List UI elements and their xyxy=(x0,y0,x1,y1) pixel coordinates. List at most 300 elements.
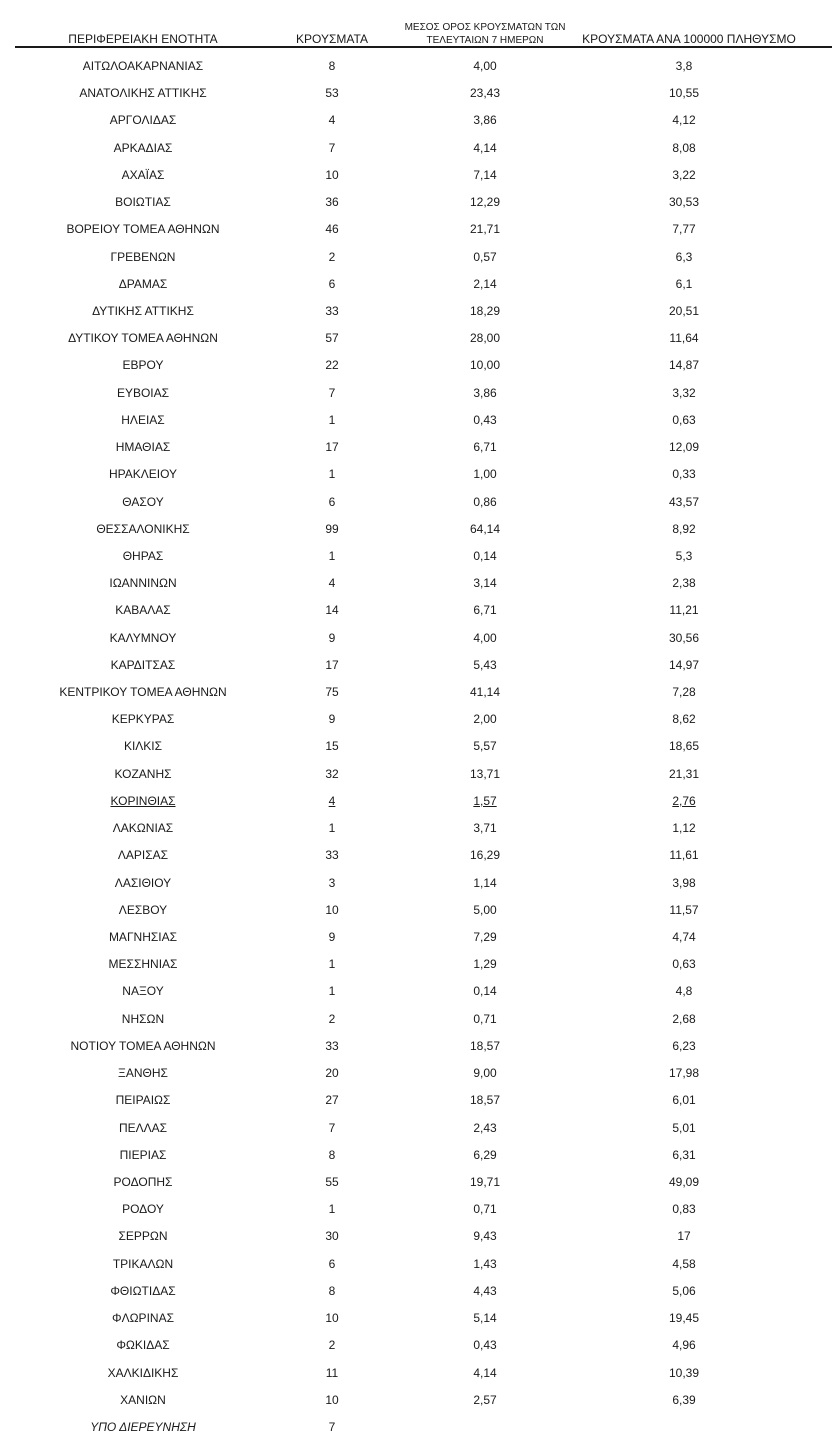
average-cell xyxy=(395,380,575,407)
region-cell-text: ΤΡΙΚΑΛΩΝ xyxy=(112,1256,174,1271)
per-100k-cell-text: 6,31 xyxy=(672,1147,696,1162)
cases-cell xyxy=(286,1414,378,1441)
per-100k-cell-text: 11,64 xyxy=(669,331,699,346)
average-cell xyxy=(395,516,575,543)
average-cell xyxy=(395,298,575,325)
average-cell-text: 3,14 xyxy=(473,576,497,591)
region-cell xyxy=(0,244,286,271)
per-100k-cell-text: 0,33 xyxy=(672,467,696,482)
per-100k-cell-text: 1,12 xyxy=(672,821,696,836)
cases-cell-text: 2 xyxy=(328,249,336,264)
region-cell-text: ΘΑΣΟΥ xyxy=(122,494,164,509)
table-row xyxy=(0,407,832,434)
average-cell-text: 23,43 xyxy=(469,86,501,101)
average-cell-text: 0,57 xyxy=(473,249,497,264)
average-cell xyxy=(395,978,575,1005)
per-100k-cell-text: 2,76 xyxy=(672,793,696,808)
cases-cell xyxy=(286,543,378,570)
cases-cell xyxy=(286,298,378,325)
average-cell xyxy=(395,1223,575,1250)
table-row xyxy=(0,679,832,706)
cases-cell xyxy=(286,761,378,788)
region-cell-text: ΗΜΑΘΙΑΣ xyxy=(115,440,171,455)
cases-cell xyxy=(286,1087,378,1114)
average-cell xyxy=(395,1360,575,1387)
table-row xyxy=(0,53,832,80)
cases-cell-text: 4 xyxy=(328,793,336,808)
cases-cell-text: 22 xyxy=(325,358,339,373)
table-row xyxy=(0,652,832,679)
region-cell-text: ΚΑΛΥΜΝΟΥ xyxy=(109,630,177,645)
region-cell-text: ΜΕΣΣΗΝΙΑΣ xyxy=(108,957,178,972)
per-100k-cell xyxy=(580,325,788,352)
cases-cell-text: 10 xyxy=(325,902,339,917)
cases-cell-text: 53 xyxy=(325,86,339,101)
per-100k-cell-text: 21,31 xyxy=(668,766,700,781)
cases-cell-text: 33 xyxy=(325,303,339,318)
per-100k-cell-text: 6,23 xyxy=(672,1038,696,1053)
region-cell xyxy=(0,978,286,1005)
region-cell xyxy=(0,897,286,924)
table-row xyxy=(0,1060,832,1087)
table-row xyxy=(0,870,832,897)
cases-cell-text: 1 xyxy=(328,467,336,482)
region-cell-text: ΓΡΕΒΕΝΩΝ xyxy=(110,249,176,264)
average-cell-text: 1,57 xyxy=(473,793,497,808)
average-cell-text: 16,29 xyxy=(469,848,501,863)
table-row xyxy=(0,788,832,815)
cases-cell xyxy=(286,978,378,1005)
per-100k-cell-text: 11,61 xyxy=(669,848,699,863)
average-cell-text: 0,71 xyxy=(473,1011,497,1026)
region-cell xyxy=(0,1278,286,1305)
average-cell xyxy=(395,1169,575,1196)
average-cell xyxy=(395,870,575,897)
cases-cell-text: 99 xyxy=(325,521,339,536)
average-cell-text: 0,14 xyxy=(473,548,497,563)
per-100k-cell-text: 17 xyxy=(677,1229,691,1244)
per-100k-cell-text: 8,08 xyxy=(672,140,696,155)
average-cell-text: 41,14 xyxy=(469,685,501,700)
region-cell xyxy=(0,380,286,407)
average-cell-text: 1,43 xyxy=(473,1256,497,1271)
per-100k-cell xyxy=(580,1115,788,1142)
per-100k-cell xyxy=(580,1251,788,1278)
region-cell xyxy=(0,842,286,869)
region-cell xyxy=(0,407,286,434)
average-cell-text: 18,57 xyxy=(469,1093,501,1108)
per-100k-cell xyxy=(580,434,788,461)
average-cell xyxy=(395,244,575,271)
region-cell-text: ΔΥΤΙΚΗΣ ΑΤΤΙΚΗΣ xyxy=(92,303,194,318)
per-100k-cell-text: 43,57 xyxy=(668,494,700,509)
per-100k-cell xyxy=(580,761,788,788)
region-cell xyxy=(0,1196,286,1223)
table-row xyxy=(0,733,832,760)
region-cell-text: ΒΟΡΕΙΟΥ ΤΟΜΕΑ ΑΘΗΝΩΝ xyxy=(66,222,220,237)
region-cell-text: ΧΑΛΚΙΔΙΚΗΣ xyxy=(107,1365,179,1380)
average-cell xyxy=(395,842,575,869)
average-cell xyxy=(395,352,575,379)
cases-cell xyxy=(286,706,378,733)
average-cell-text: 64,14 xyxy=(469,521,501,536)
cases-cell-text: 2 xyxy=(328,1338,336,1353)
average-cell-text: 4,43 xyxy=(473,1283,497,1298)
per-100k-cell-text: 3,22 xyxy=(672,167,696,182)
per-100k-cell-text: 19,45 xyxy=(668,1311,700,1326)
per-100k-cell xyxy=(580,597,788,624)
per-100k-cell xyxy=(580,162,788,189)
per-100k-cell xyxy=(580,107,788,134)
cases-cell-text: 55 xyxy=(325,1174,339,1189)
per-100k-cell xyxy=(580,216,788,243)
average-cell xyxy=(395,951,575,978)
cases-cell-text: 11 xyxy=(325,1365,339,1380)
per-100k-cell xyxy=(580,652,788,679)
table-row xyxy=(0,761,832,788)
per-100k-cell-text: 5,3 xyxy=(675,548,693,563)
per-100k-cell-text: 18,65 xyxy=(668,739,700,754)
cases-cell xyxy=(286,1142,378,1169)
average-cell-text: 18,57 xyxy=(469,1038,501,1053)
average-cell xyxy=(395,434,575,461)
average-cell-text: 2,43 xyxy=(473,1120,497,1135)
region-cell xyxy=(0,1087,286,1114)
cases-cell xyxy=(286,815,378,842)
table-row xyxy=(0,1251,832,1278)
per-100k-cell xyxy=(580,244,788,271)
average-cell-text: 3,86 xyxy=(473,385,497,400)
table-row xyxy=(0,1223,832,1250)
cases-cell xyxy=(286,924,378,951)
per-100k-cell xyxy=(580,1196,788,1223)
region-cell xyxy=(0,1360,286,1387)
per-100k-cell-text: 17,98 xyxy=(668,1066,700,1081)
region-cell xyxy=(0,1006,286,1033)
table-row xyxy=(0,271,832,298)
per-100k-cell xyxy=(580,80,788,107)
region-cell xyxy=(0,298,286,325)
cases-cell xyxy=(286,625,378,652)
per-100k-cell xyxy=(580,842,788,869)
header-cases: ΚΡΟΥΣΜΑΤΑ xyxy=(296,32,368,46)
region-cell xyxy=(0,216,286,243)
per-100k-cell-text: 4,12 xyxy=(672,113,696,128)
cases-cell xyxy=(286,570,378,597)
table-row xyxy=(0,815,832,842)
cases-cell xyxy=(286,1033,378,1060)
per-100k-cell-text: 3,8 xyxy=(675,59,693,73)
average-cell xyxy=(395,679,575,706)
cases-cell xyxy=(286,652,378,679)
average-cell-text: 5,14 xyxy=(473,1311,497,1326)
cases-cell xyxy=(286,1196,378,1223)
average-cell xyxy=(395,107,575,134)
cases-cell-text: 7 xyxy=(328,385,336,400)
per-100k-cell-text: 11,57 xyxy=(669,902,699,917)
table-row xyxy=(0,1115,832,1142)
region-cell-text: ΚΑΡΔΙΤΣΑΣ xyxy=(110,657,176,672)
cases-cell xyxy=(286,1278,378,1305)
region-cell xyxy=(0,652,286,679)
region-cell-text: ΒΟΙΩΤΙΑΣ xyxy=(115,195,171,210)
header-divider xyxy=(15,46,832,48)
cases-cell xyxy=(286,380,378,407)
region-cell xyxy=(0,135,286,162)
per-100k-cell xyxy=(580,788,788,815)
average-cell xyxy=(395,597,575,624)
region-cell xyxy=(0,1332,286,1359)
cases-cell-text: 4 xyxy=(328,113,336,128)
region-cell-text: ΝΑΞΟΥ xyxy=(122,984,164,999)
average-cell-text: 4,14 xyxy=(473,140,497,155)
average-cell-text: 21,71 xyxy=(469,222,501,237)
average-cell xyxy=(395,706,575,733)
average-cell xyxy=(395,53,575,80)
region-cell xyxy=(0,271,286,298)
cases-cell xyxy=(286,788,378,815)
cases-cell xyxy=(286,1006,378,1033)
per-100k-cell xyxy=(580,815,788,842)
table-row xyxy=(0,1196,832,1223)
cases-cell xyxy=(286,489,378,516)
region-cell xyxy=(0,625,286,652)
per-100k-cell-text: 10,39 xyxy=(668,1365,700,1380)
average-cell-text: 28,00 xyxy=(469,331,501,346)
region-cell-text: ΘΗΡΑΣ xyxy=(122,548,164,563)
per-100k-cell-text: 2,68 xyxy=(672,1011,696,1026)
per-100k-cell xyxy=(580,1278,788,1305)
average-cell xyxy=(395,325,575,352)
per-100k-cell-text: 8,62 xyxy=(672,712,696,727)
table-row xyxy=(0,897,832,924)
average-cell-text: 10,00 xyxy=(469,358,501,373)
region-cell-text: ΔΥΤΙΚΟΥ ΤΟΜΕΑ ΑΘΗΝΩΝ xyxy=(68,331,218,346)
table-row xyxy=(0,1360,832,1387)
table-row xyxy=(0,706,832,733)
region-cell xyxy=(0,951,286,978)
cases-cell-text: 10 xyxy=(325,167,339,182)
table-row xyxy=(0,1332,832,1359)
cases-cell xyxy=(286,842,378,869)
per-100k-cell xyxy=(580,135,788,162)
average-cell xyxy=(395,1033,575,1060)
per-100k-cell-text: 30,53 xyxy=(668,195,700,210)
average-cell-text: 5,57 xyxy=(473,739,497,754)
average-cell-text: 5,43 xyxy=(473,657,497,672)
per-100k-cell-text: 14,97 xyxy=(668,657,700,672)
table-row xyxy=(0,1142,832,1169)
region-cell xyxy=(0,53,286,80)
region-cell-text: ΣΕΡΡΩΝ xyxy=(118,1229,168,1244)
cases-cell-text: 30 xyxy=(325,1229,339,1244)
cases-cell-text: 27 xyxy=(325,1093,339,1108)
per-100k-cell xyxy=(580,53,788,80)
average-cell xyxy=(395,897,575,924)
table-row xyxy=(0,434,832,461)
cases-cell xyxy=(286,325,378,352)
region-cell-text: ΑΝΑΤΟΛΙΚΗΣ ΑΤΤΙΚΗΣ xyxy=(79,86,207,101)
average-cell-text: 18,29 xyxy=(469,303,501,318)
per-100k-cell-text: 12,09 xyxy=(668,440,700,455)
cases-cell xyxy=(286,597,378,624)
per-100k-cell xyxy=(580,1360,788,1387)
region-cell-text: ΑΧΑΪΑΣ xyxy=(121,167,165,182)
table-row xyxy=(0,570,832,597)
average-cell xyxy=(395,788,575,815)
region-cell-text: ΚΙΛΚΙΣ xyxy=(123,739,163,754)
per-100k-cell-text: 10,55 xyxy=(668,86,700,101)
cases-cell-text: 10 xyxy=(325,1392,339,1407)
cases-cell xyxy=(286,870,378,897)
per-100k-cell-text: 4,74 xyxy=(672,930,696,944)
table-row xyxy=(0,107,832,134)
per-100k-cell xyxy=(580,1332,788,1359)
cases-cell xyxy=(286,244,378,271)
cases-cell xyxy=(286,216,378,243)
region-cell-text: ΡΟΔΟΥ xyxy=(122,1202,164,1217)
region-cell xyxy=(0,80,286,107)
average-cell xyxy=(395,189,575,216)
cases-cell xyxy=(286,1223,378,1250)
per-100k-cell-text: 8,92 xyxy=(672,521,696,536)
cases-cell xyxy=(286,162,378,189)
average-cell-text: 2,57 xyxy=(473,1392,497,1407)
per-100k-cell xyxy=(580,1060,788,1087)
average-cell xyxy=(395,1251,575,1278)
per-100k-cell-text: 6,3 xyxy=(675,249,693,264)
average-cell-text: 4,14 xyxy=(473,1365,497,1380)
average-cell xyxy=(395,1278,575,1305)
region-cell xyxy=(0,788,286,815)
region-cell xyxy=(0,489,286,516)
region-cell-text: ΚΟΡΙΝΘΙΑΣ xyxy=(110,793,176,808)
region-cell-text: ΠΙΕΡΙΑΣ xyxy=(119,1147,167,1162)
cases-cell xyxy=(286,352,378,379)
per-100k-cell xyxy=(580,1169,788,1196)
per-100k-cell xyxy=(580,271,788,298)
per-100k-cell-text: 49,09 xyxy=(668,1174,700,1189)
average-cell-text: 6,71 xyxy=(473,603,497,618)
cases-cell-text: 9 xyxy=(328,930,336,944)
cases-cell xyxy=(286,271,378,298)
cases-cell-text: 7 xyxy=(328,140,336,155)
average-cell-text: 5,00 xyxy=(473,902,497,917)
per-100k-cell-text: 5,01 xyxy=(672,1120,696,1135)
table-row xyxy=(0,135,832,162)
table-row xyxy=(0,325,832,352)
region-cell xyxy=(0,706,286,733)
average-cell xyxy=(395,1387,575,1414)
per-100k-cell xyxy=(580,1305,788,1332)
table-row xyxy=(0,189,832,216)
cases-cell-text: 9 xyxy=(328,630,336,645)
table-body xyxy=(0,53,832,1441)
table-row xyxy=(0,842,832,869)
table-row xyxy=(0,951,832,978)
per-100k-cell xyxy=(580,625,788,652)
average-cell xyxy=(395,489,575,516)
table-row xyxy=(0,298,832,325)
table-row xyxy=(0,543,832,570)
cases-cell-text: 4 xyxy=(328,576,336,591)
cases-cell-text: 7 xyxy=(328,1120,336,1135)
cases-cell-text: 1 xyxy=(328,821,336,836)
per-100k-cell xyxy=(580,570,788,597)
per-100k-cell-text: 0,63 xyxy=(672,412,696,427)
average-cell xyxy=(395,162,575,189)
cases-cell xyxy=(286,1115,378,1142)
cases-cell-text: 8 xyxy=(328,1147,336,1162)
region-cell xyxy=(0,1142,286,1169)
region-cell xyxy=(0,870,286,897)
region-cell-text: ΘΕΣΣΑΛΟΝΙΚΗΣ xyxy=(96,521,190,536)
per-100k-cell-text: 0,63 xyxy=(672,957,696,972)
cases-cell-text: 75 xyxy=(325,685,339,700)
region-cell-text: ΑΡΚΑΔΙΑΣ xyxy=(113,140,173,155)
table-row xyxy=(0,924,832,951)
average-cell xyxy=(395,924,575,951)
cases-cell xyxy=(286,1251,378,1278)
cases-cell-text: 46 xyxy=(325,222,339,237)
cases-cell-text: 57 xyxy=(325,331,339,346)
per-100k-cell-text: 7,77 xyxy=(672,222,696,237)
cases-cell-text: 17 xyxy=(325,657,339,672)
average-cell xyxy=(395,733,575,760)
average-cell-text: 7,14 xyxy=(473,167,497,182)
header-average-7-days xyxy=(395,21,575,47)
average-cell-text: 1,00 xyxy=(473,467,497,482)
per-100k-cell xyxy=(580,978,788,1005)
average-cell-text: 3,71 xyxy=(473,821,497,836)
region-cell xyxy=(0,1115,286,1142)
table-row xyxy=(0,625,832,652)
average-cell xyxy=(395,1060,575,1087)
region-cell-text: ΔΡΑΜΑΣ xyxy=(118,276,168,291)
cases-cell-text: 1 xyxy=(328,984,336,999)
region-cell xyxy=(0,1251,286,1278)
table-row xyxy=(0,489,832,516)
region-cell xyxy=(0,189,286,216)
header-average-line-1: ΜΕΣΟΣ ΟΡΟΣ ΚΡΟΥΣΜΑΤΩΝ ΤΩΝ xyxy=(404,22,566,33)
region-cell xyxy=(0,434,286,461)
region-cell xyxy=(0,679,286,706)
average-cell-text: 19,71 xyxy=(469,1174,501,1189)
per-100k-cell xyxy=(580,461,788,488)
cases-cell xyxy=(286,897,378,924)
per-100k-cell xyxy=(580,352,788,379)
per-100k-cell xyxy=(580,407,788,434)
average-cell-text: 6,29 xyxy=(473,1147,497,1162)
average-cell-text: 2,00 xyxy=(473,712,497,727)
region-cell-text: ΜΑΓΝΗΣΙΑΣ xyxy=(108,930,178,944)
cases-cell-text: 10 xyxy=(325,1311,339,1326)
header-average-line-2: ΤΕΛΕΥΤΑΙΩΝ 7 ΗΜΕΡΩΝ xyxy=(426,35,544,46)
region-cell-text: ΗΡΑΚΛΕΙΟΥ xyxy=(108,467,178,482)
average-cell xyxy=(395,570,575,597)
region-cell xyxy=(0,516,286,543)
cases-cell xyxy=(286,1360,378,1387)
region-cell xyxy=(0,924,286,951)
region-cell-text: ΕΒΡΟΥ xyxy=(122,358,164,373)
cases-cell xyxy=(286,107,378,134)
header-per-100k: ΚΡΟΥΣΜΑΤΑ ΑΝΑ 100000 ΠΛΗΘΥΣΜΟ xyxy=(582,32,796,46)
cases-cell xyxy=(286,1060,378,1087)
table-row xyxy=(0,352,832,379)
average-cell xyxy=(395,135,575,162)
average-cell xyxy=(395,461,575,488)
per-100k-cell xyxy=(580,1414,788,1441)
